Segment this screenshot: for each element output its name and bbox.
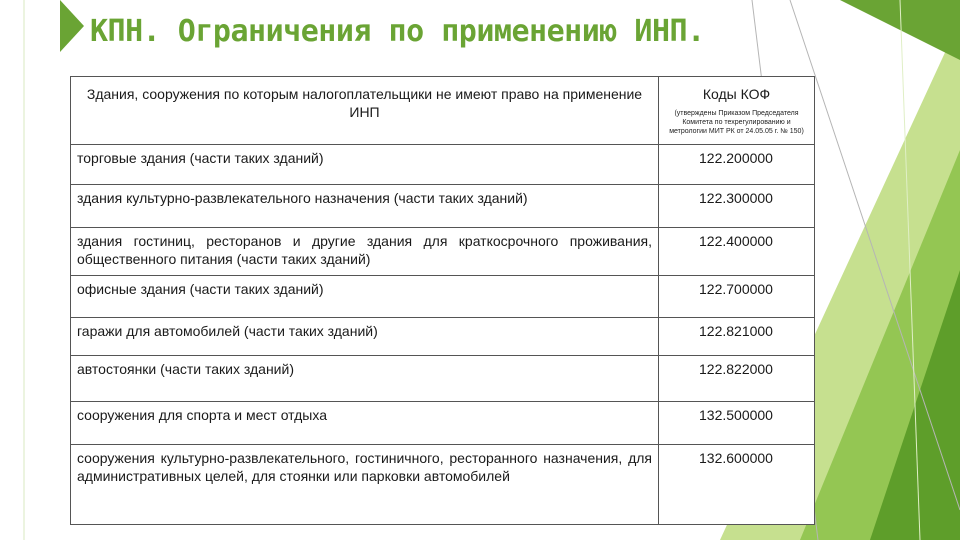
row-description: сооружения культурно-развлекательного, гостиничного, ресторанного назначения, для административных целей, для стоянки или парковки автомобилей <box>71 445 659 525</box>
header-code <box>659 77 815 145</box>
row-code: 122.400000 <box>659 228 815 276</box>
row-code: 122.200000 <box>659 145 815 185</box>
table-row <box>71 185 815 228</box>
row-description: автостоянки (части таких зданий) <box>71 356 659 402</box>
table-row <box>71 356 815 402</box>
table-row <box>71 276 815 318</box>
row-code: 122.822000 <box>659 356 815 402</box>
table-row <box>71 228 815 276</box>
row-description: сооружения для спорта и мест отдыха <box>71 402 659 445</box>
table-row <box>71 445 815 525</box>
row-code: 132.500000 <box>659 402 815 445</box>
row-description: торговые здания (части таких зданий) <box>71 145 659 185</box>
header-code-note: (утверждены Приказом Председателя Комитета по техрегулированию и метрологии МИТ РК от 24.05.05 г. № 150) <box>669 110 804 135</box>
header-description: Здания, сооружения по которым налогоплательщики не имеют право на применение ИНП <box>71 77 659 145</box>
row-description: гаражи для автомобилей (части таких зданий) <box>71 318 659 356</box>
row-code: 132.600000 <box>659 445 815 525</box>
slide-title: КПН. Ограничения по применению ИНП. <box>90 14 705 49</box>
table-row <box>71 145 815 185</box>
header-code-title: Коды КОФ <box>702 86 771 102</box>
table-row <box>71 402 815 445</box>
row-description: офисные здания (части таких зданий) <box>71 276 659 318</box>
kof-codes-table <box>70 76 815 525</box>
row-code: 122.300000 <box>659 185 815 228</box>
table-row <box>71 318 815 356</box>
row-code: 122.700000 <box>659 276 815 318</box>
row-description: здания культурно-развлекательного назначения (части таких зданий) <box>71 185 659 228</box>
row-code: 122.821000 <box>659 318 815 356</box>
row-description: здания гостиниц, ресторанов и другие здания для краткосрочного проживания, общественного питания (части таких зданий) <box>71 228 659 276</box>
bullet-arrow-icon <box>60 0 84 52</box>
table-header-row <box>71 77 815 145</box>
